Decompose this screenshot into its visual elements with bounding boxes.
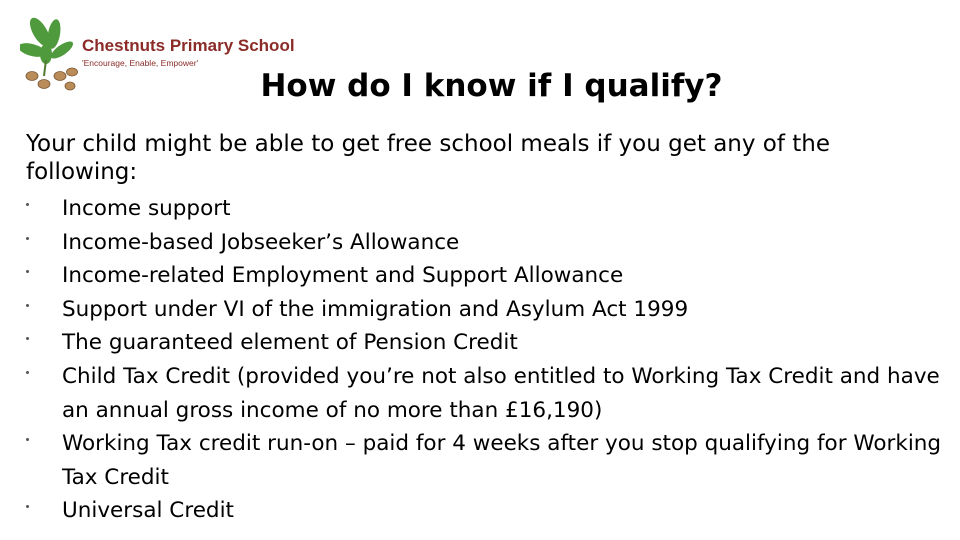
bullet-icon [26,270,29,273]
list-item [26,427,946,494]
benefit-list [26,192,946,528]
bullet-icon [26,203,29,206]
list-item-text: Universal Credit [62,498,234,524]
intro-text: Your child might be able to get free school meals if you get any of the following: [26,131,831,185]
school-name: Chestnuts Primary School [82,36,295,55]
bullet-icon [26,371,29,374]
list-item-text: Income support [62,196,231,221]
list-item-text: Support under VI of the immigration and Asylum Act 1999 [62,296,689,322]
list-item-text: Income-based Jobseeker’s Allowance [62,229,460,255]
list-item-text: The guaranteed element of Pension Credit [62,330,518,356]
list-item-text: Working Tax credit run-on – paid for 4 weeks after you stop qualifying for Working Tax Credit [62,431,942,490]
bullet-icon [26,337,29,340]
list-item [26,494,946,528]
list-item-text: Child Tax Credit (provided you’re not also entitled to Working Tax Credit and have an annual gross income of no more than £16,190) [62,363,940,423]
list-item [26,226,946,260]
list-item [26,259,946,293]
page-title: How do I know if I qualify? [260,68,723,104]
bullet-icon [26,438,29,441]
list-item [26,360,946,427]
list-item [26,293,946,327]
list-item [26,326,946,360]
school-motto: 'Encourage, Enable, Empower' [82,58,199,68]
bullet-icon [26,237,29,240]
bullet-icon [26,505,29,508]
bullet-icon [26,304,29,307]
list-item-text: Income-related Employment and Support Allowance [62,263,624,289]
list-item [26,192,946,226]
